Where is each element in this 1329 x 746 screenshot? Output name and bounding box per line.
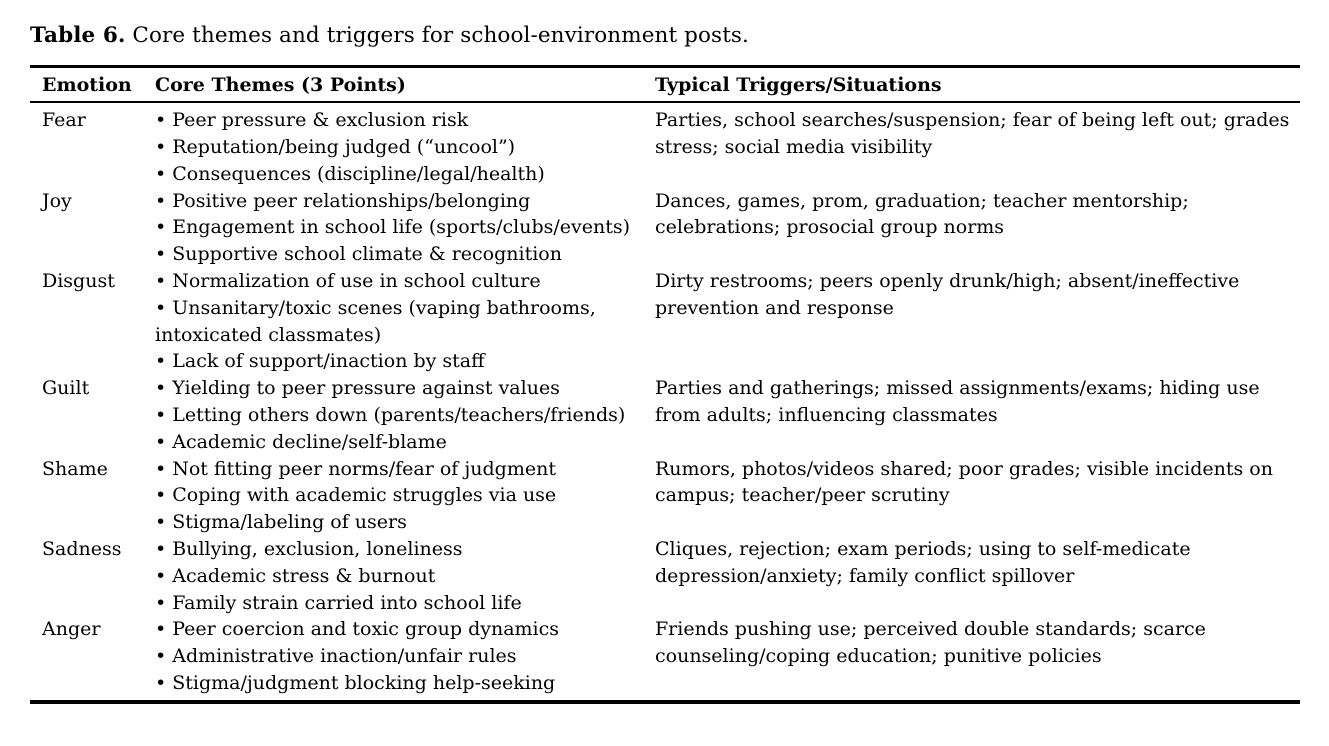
table-caption: [30, 21, 1299, 50]
table-row: [30, 188, 1300, 268]
theme-bullet-item: • Unsanitary/toxic scenes (vaping bathrooms, intoxicated classmates): [155, 296, 596, 346]
theme-bullet-item: • Letting others down (parents/teachers/friends): [155, 404, 626, 426]
theme-bullet-item: • Stigma/labeling of users: [155, 511, 407, 534]
emotion-cell: Joy: [42, 189, 72, 212]
core-themes-table: [30, 65, 1300, 704]
theme-bullet-item: • Lack of support/inaction by staff: [155, 350, 485, 373]
theme-bullet-item: • Peer pressure & exclusion risk: [155, 109, 469, 132]
theme-bullet-item: • Family strain carried into school life: [155, 591, 522, 614]
document-page: [0, 21, 1329, 746]
theme-bullet-item: • Supportive school climate & recognition: [155, 243, 562, 266]
theme-bullet-item: • Academic decline/self-blame: [155, 430, 447, 453]
themes-cell: [155, 536, 655, 616]
triggers-cell: Cliques, rejection; exam periods; using to self-medicate depression/anxiety; family conflict spillover: [655, 537, 1191, 587]
emotion-cell: Fear: [42, 109, 86, 132]
theme-bullet-item: • Consequences (discipline/legal/health): [155, 162, 545, 185]
themes-cell: [155, 375, 655, 455]
themes-cell: [155, 268, 655, 375]
table-row: [30, 616, 1300, 701]
themes-cell: [155, 456, 655, 536]
theme-bullet-item: • Academic stress & burnout: [155, 564, 436, 587]
theme-bullet-item: • Engagement in school life (sports/clubs/events): [155, 216, 631, 239]
table-caption-text: Core themes and triggers for school-environment posts.: [132, 23, 749, 48]
themes-cell: [155, 188, 655, 268]
emotion-cell: Guilt: [42, 377, 90, 400]
triggers-cell: Parties, school searches/suspension; fear of being left out; grades stress; social media visibility: [655, 109, 1290, 159]
theme-bullet-item: • Reputation/being judged (“uncool”): [155, 136, 516, 159]
header-core-themes: Core Themes (3 Points): [155, 67, 655, 103]
themes-cell: [155, 616, 655, 701]
triggers-cell: Rumors, photos/videos shared; poor grades; visible incidents on campus; teacher/peer scrutiny: [655, 457, 1273, 507]
theme-bullet-item: • Normalization of use in school culture: [155, 270, 541, 293]
theme-bullet-item: • Peer coercion and toxic group dynamics: [155, 618, 560, 641]
triggers-cell: Friends pushing use; perceived double standards; scarce counseling/coping education; punitive policies: [655, 618, 1206, 668]
table-row: [30, 102, 1300, 187]
table-row: [30, 375, 1300, 455]
table-row: [30, 268, 1300, 375]
emotion-cell: Anger: [42, 618, 101, 641]
theme-bullet-item: • Coping with academic struggles via use: [155, 484, 557, 507]
triggers-cell: Dances, games, prom, graduation; teacher mentorship; celebrations; prosocial group norms: [655, 189, 1189, 239]
table-row: [30, 456, 1300, 536]
triggers-cell: Dirty restrooms; peers openly drunk/high; absent/ineffective prevention and response: [655, 270, 1240, 319]
theme-bullet-item: • Yielding to peer pressure against values: [155, 377, 560, 400]
theme-bullet-item: • Administrative inaction/unfair rules: [155, 645, 517, 668]
emotion-cell: Sadness: [42, 537, 122, 560]
triggers-cell: Parties and gatherings; missed assignments/exams; hiding use from adults; influencing classmates: [655, 377, 1260, 426]
table-body: [30, 102, 1300, 702]
theme-bullet-item: • Not fitting peer norms/fear of judgment: [155, 457, 556, 480]
header-emotion: Emotion: [30, 67, 155, 103]
table-row: [30, 536, 1300, 616]
theme-bullet-item: • Bullying, exclusion, loneliness: [155, 537, 463, 560]
theme-bullet-item: • Positive peer relationships/belonging: [155, 189, 531, 212]
header-typical-triggers: Typical Triggers/Situations: [655, 67, 1300, 103]
theme-bullet-item: • Stigma/judgment blocking help-seeking: [155, 671, 556, 694]
emotion-cell: Shame: [42, 457, 108, 480]
emotion-cell: Disgust: [42, 270, 115, 293]
table-header: [30, 67, 1300, 103]
table-caption-label: Table 6.: [30, 23, 126, 48]
themes-cell: [155, 102, 655, 187]
header-row: [30, 67, 1300, 103]
